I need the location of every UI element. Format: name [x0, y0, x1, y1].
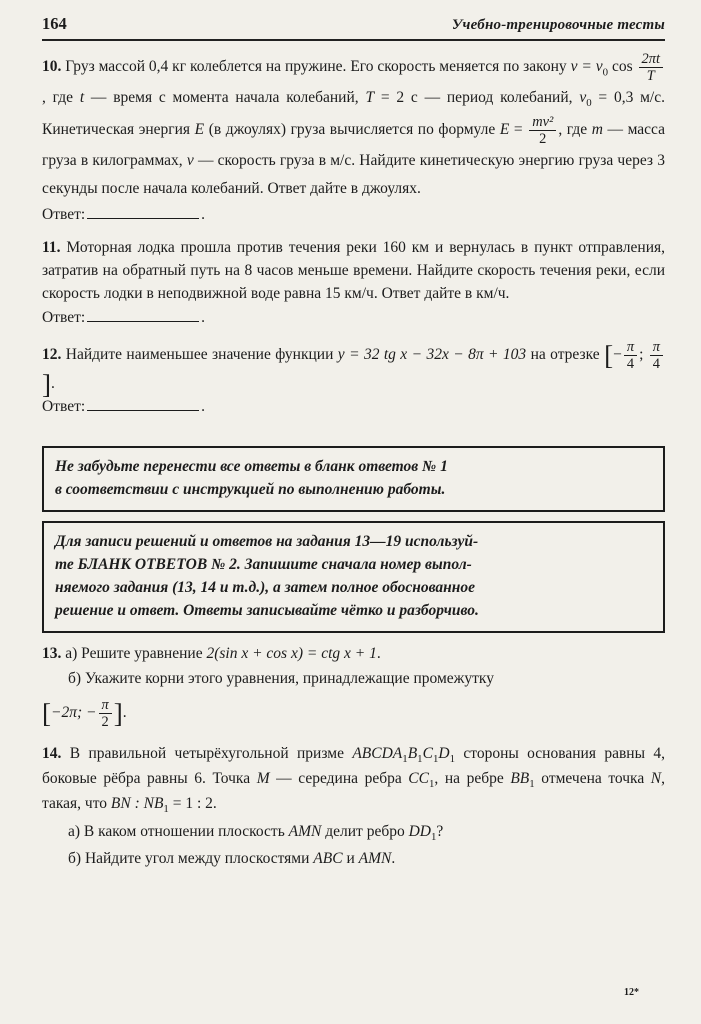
math-var: DD: [408, 822, 431, 840]
fraction-numerator: mv²: [529, 114, 556, 131]
answer-label: Ответ:: [42, 308, 86, 326]
fraction-denominator: 2: [101, 714, 109, 731]
notice-line: Не забудьте перенести все ответы в бланк ответов № 1: [55, 458, 448, 476]
notice-box-answers-blank2: [42, 521, 665, 633]
text-segment: , на ребре: [434, 769, 511, 787]
problem-12: [42, 338, 665, 400]
text-segment: делит ребро: [321, 822, 409, 840]
fraction-numerator: 2πt: [639, 51, 663, 68]
right-bracket: ]: [113, 698, 123, 729]
item-label: а): [65, 644, 78, 662]
signature-mark: 12*: [624, 987, 639, 998]
text-segment: — скорость груза в м/с. Найдите кинетическую энергию груза через 3 секунды после начала колебаний. Ответ дайте в джоулях.: [42, 152, 665, 198]
math-op: = 1 : 2: [168, 795, 213, 813]
text-segment: Груз массой 0,4 кг колеблется на пружине. Его скорость меняется по закону: [61, 58, 571, 76]
page-header: [42, 14, 665, 41]
text-segment: В правильной четырёхугольной призме: [61, 744, 353, 762]
page-number: 164: [42, 14, 67, 33]
subscript: 1: [430, 830, 437, 843]
text-segment: .: [376, 644, 381, 662]
subscript: 1: [163, 803, 169, 816]
text-segment: В каком отношении плоскость: [80, 822, 289, 840]
text-segment: Найдите наименьшее значение функции: [61, 345, 338, 363]
subscript: 1: [402, 752, 408, 765]
math-var: v: [186, 152, 194, 170]
notice-line: те БЛАНК ОТВЕТОВ № 2. Запишите сначала номер выпол-: [55, 555, 472, 573]
math-var: v = v: [570, 58, 603, 76]
math-var: T: [365, 89, 375, 107]
fraction-numerator: π: [624, 339, 637, 356]
text-segment: на отрезке: [526, 345, 605, 363]
math-formula: y = 32 tg x − 32x − 8π + 103: [337, 345, 527, 363]
subscript: 0: [602, 66, 609, 79]
text-segment: .: [51, 374, 55, 392]
text-segment: — время с момента начала колебаний,: [84, 89, 366, 107]
item-label: б): [68, 849, 82, 867]
right-bracket: ]: [42, 369, 52, 400]
answer-line-11: [42, 309, 665, 327]
math-var: BN : NB: [110, 795, 164, 813]
subscript: 1: [428, 777, 435, 790]
problem-14-item-a: [42, 820, 665, 845]
notice-line: Для записи решений и ответов на задания 13—19 используй-: [55, 532, 479, 550]
text-segment: , где: [558, 121, 592, 139]
subscript: 1: [432, 752, 439, 765]
text-segment: (в джоулях) груза вычисляется по формуле: [204, 121, 500, 139]
math-var: ABCDA: [352, 744, 403, 762]
text-segment: ?: [436, 822, 444, 840]
math-var: D: [438, 744, 450, 762]
fraction-pi-over-4: [648, 339, 665, 372]
fraction-pi-over-2: [97, 697, 114, 730]
problem-14-item-b: [42, 847, 665, 870]
math-op: −: [613, 345, 622, 363]
running-title: Учебно-тренировочные тесты: [451, 17, 665, 33]
text-segment: , такая, что: [42, 769, 666, 813]
text-segment: = 0,3 м/с. Кинетическая энергия: [42, 89, 665, 139]
answer-line-12: [42, 398, 665, 416]
math-var: E: [499, 121, 510, 139]
answer-blank: [87, 309, 199, 322]
math-var: v: [579, 89, 587, 107]
math-var: B: [407, 744, 418, 762]
math-var: BB: [510, 769, 530, 787]
problem-11: [42, 236, 665, 306]
text-segment: — середина ребра: [269, 769, 409, 787]
answer-label: Ответ:: [42, 398, 86, 416]
text-segment: отмечена точка: [534, 769, 651, 787]
left-bracket: [: [42, 698, 52, 729]
math-op: =: [509, 121, 528, 139]
problem-10-number: 10.: [42, 58, 62, 76]
text-segment: , где: [42, 89, 80, 107]
text-segment: Укажите корни этого уравнения, принадлежащие промежутку: [81, 669, 494, 687]
math-op: −2π; −: [51, 704, 97, 722]
fraction-2pit-over-T: [637, 51, 665, 84]
fraction-pi-over-4: [622, 339, 639, 372]
answer-blank: [87, 206, 199, 219]
item-label: а): [68, 822, 81, 840]
subscript: 0: [586, 97, 592, 110]
notice-box-answers-blank1: [42, 446, 665, 512]
answer-blank: [87, 398, 199, 411]
text-segment: и: [342, 849, 359, 867]
answer-period: .: [201, 308, 206, 326]
math-var: t: [79, 89, 85, 107]
math-op: cos: [608, 58, 637, 76]
subscript: 1: [529, 777, 535, 790]
problem-10: [42, 51, 665, 203]
math-var: CC: [408, 769, 429, 787]
math-var: E: [194, 121, 205, 139]
math-var: ABC: [313, 849, 343, 867]
text-segment: .: [122, 704, 127, 722]
math-var: m: [591, 121, 603, 139]
problem-13-interval: [42, 697, 665, 730]
notice-line: решение и ответ. Ответы записывайте чётко и разборчиво.: [55, 602, 479, 620]
fraction-numerator: π: [650, 339, 663, 356]
answer-period: .: [201, 398, 206, 416]
problem-13-number: 13.: [42, 644, 62, 662]
fraction-denominator: T: [646, 68, 655, 85]
problem-14-number: 14.: [42, 744, 62, 762]
text-segment: Решите уравнение: [77, 644, 207, 662]
fraction-denominator: 2: [539, 131, 547, 148]
left-bracket: [: [604, 340, 614, 371]
subscript: 1: [417, 752, 423, 765]
math-var: N: [650, 769, 662, 787]
fraction-denominator: 4: [626, 355, 635, 372]
fraction-denominator: 4: [652, 355, 660, 372]
answer-label: Ответ:: [42, 205, 86, 223]
text-segment: .: [391, 849, 396, 867]
subscript: 1: [449, 752, 455, 765]
math-var: C: [422, 744, 433, 762]
answer-period: .: [201, 205, 206, 223]
text-segment: стороны основания равны 4, боковые рёбра равны 6. Точка: [42, 744, 666, 787]
problem-12-number: 12.: [42, 345, 62, 363]
problem-11-number: 11.: [42, 238, 61, 256]
text-segment: — масса груза в килограммах,: [42, 121, 665, 170]
problem-13: [42, 642, 665, 665]
notice-line: няемого задания (13, 14 и т.д.), а затем полное обоснованное: [55, 579, 475, 597]
fraction-mv2-over-2: [527, 114, 558, 147]
answer-line-10: [42, 206, 665, 224]
problem-14: [42, 742, 665, 818]
math-var: AMN: [288, 822, 322, 840]
math-var: M: [256, 769, 270, 787]
math-var: AMN: [358, 849, 392, 867]
math-formula: 2(sin x + cos x) = ctg x + 1: [206, 644, 377, 662]
fraction-numerator: π: [99, 697, 112, 714]
math-op: ;: [639, 345, 648, 363]
item-label: б): [68, 669, 82, 687]
notice-line: в соответствии с инструкцией по выполнению работы.: [55, 481, 446, 499]
text-segment: .: [212, 795, 217, 813]
text-segment: = 2 с — период колебаний,: [374, 89, 580, 107]
problem-13-item-b: [42, 667, 665, 690]
text-segment: Моторная лодка прошла против течения реки 160 км и вернулась в пункт отправления, затратив на обратный путь на 8 часов меньше времени. Найдите скорость течения реки, если скорость лодки в неподвижной воде равна 15 км/ч. Ответ дайте в км/ч.: [42, 238, 665, 303]
text-segment: Найдите угол между плоскостями: [81, 849, 314, 867]
